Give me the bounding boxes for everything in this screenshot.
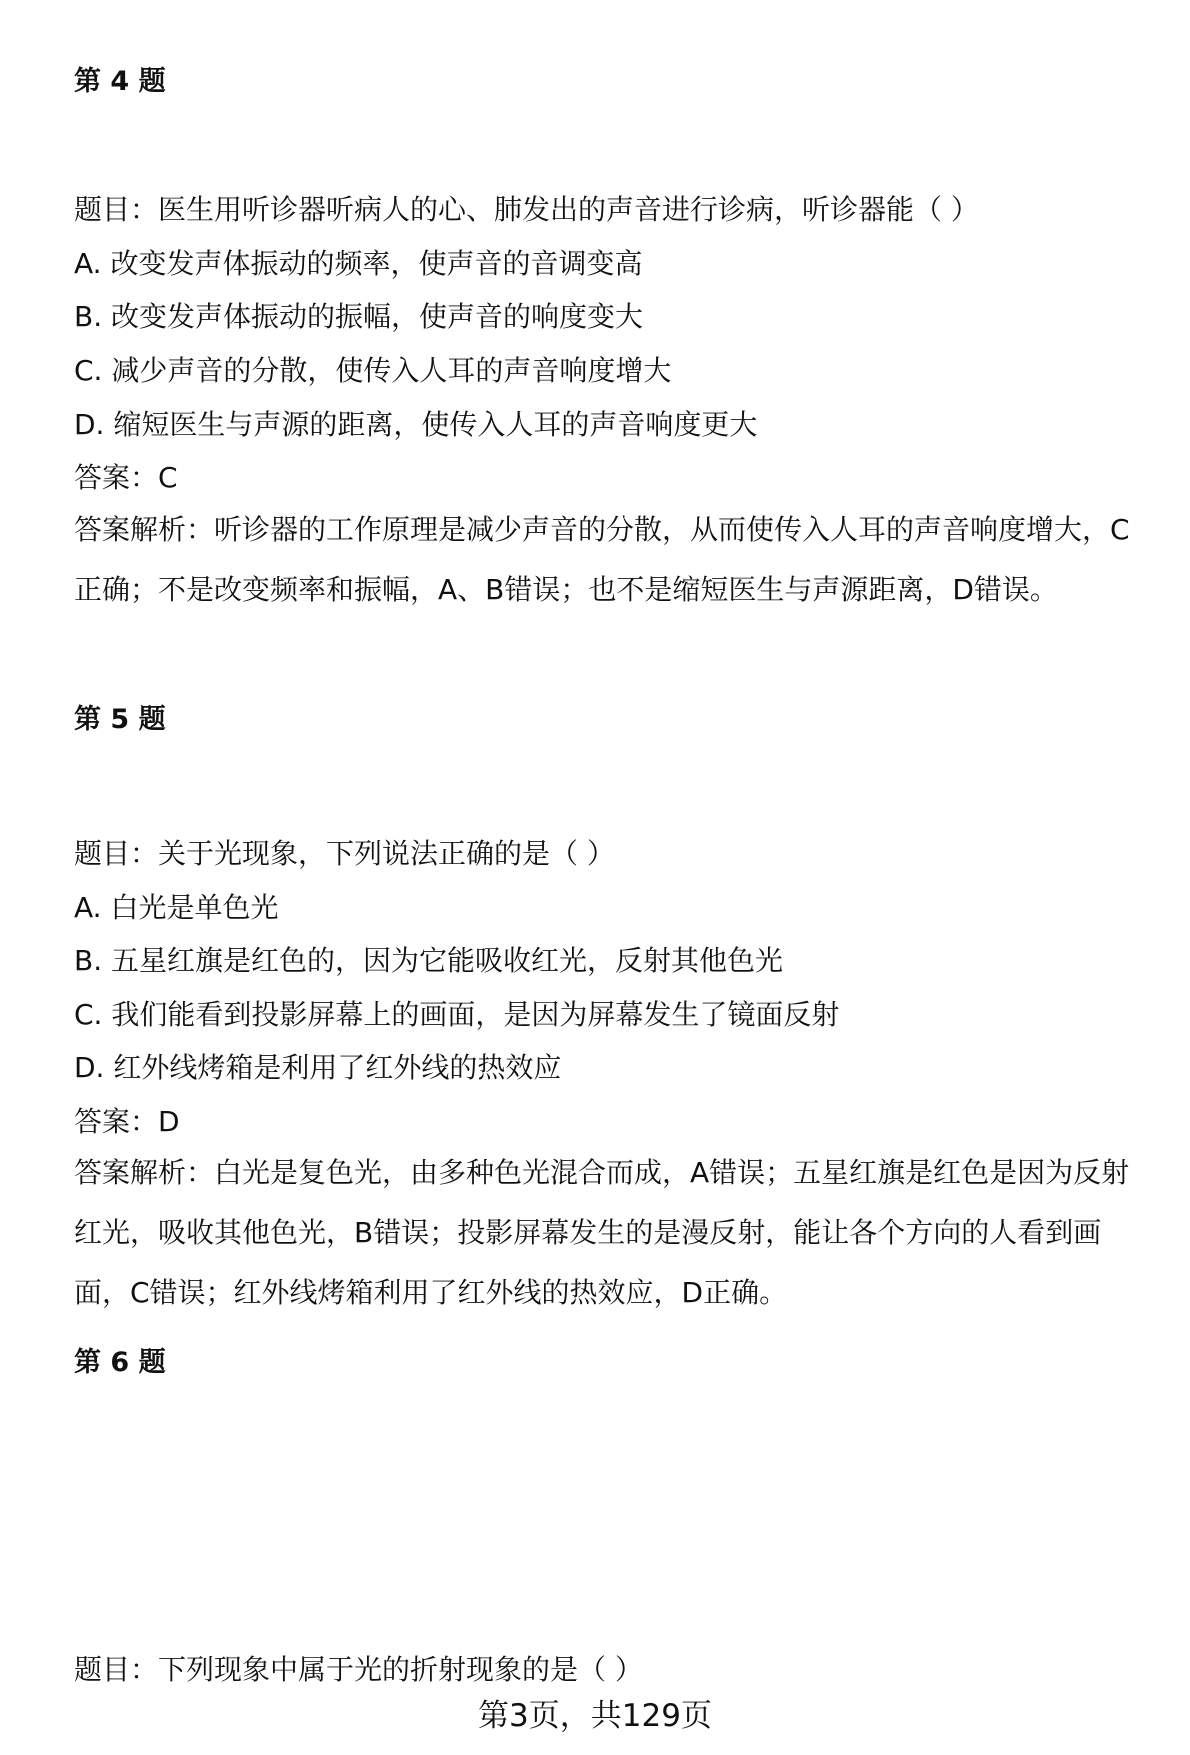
question-4-heading: 第 4 题 [74, 66, 166, 97]
question-4-option-d: D. 缩短医生与声源的距离，使传入人耳的声音响度更大 [74, 408, 758, 441]
question-5-heading: 第 5 题 [74, 704, 166, 735]
question-5-option-a: A. 白光是单色光 [74, 891, 279, 924]
question-6-heading: 第 6 题 [74, 1347, 166, 1378]
question-5-option-c: C. 我们能看到投影屏幕上的画面，是因为屏幕发生了镜面反射 [74, 998, 840, 1031]
question-6-stem: 题目：下列现象中属于光的折射现象的是（ ） [74, 1653, 643, 1686]
question-5-option-b: B. 五星红旗是红色的，因为它能吸收红光，反射其他色光 [74, 944, 784, 977]
question-5-stem: 题目：关于光现象，下列说法正确的是（ ） [74, 837, 615, 870]
question-4-option-c: C. 减少声音的分散，使传入人耳的声音响度增大 [74, 354, 672, 387]
question-4-answer: 答案：C [74, 461, 178, 494]
question-5-explanation: 答案解析：白光是复色光，由多种色光混合而成，A错误；五星红旗是红色是因为反射红光，吸收其他色光，B错误；投影屏幕发生的是漫反射，能让各个方向的人看到画面，C错误；红外线烤箱利用了红外线的热效应，D正确。 [74, 1156, 1130, 1309]
page-footer: 第3页，共129页 [478, 1698, 712, 1734]
question-5-option-d: D. 红外线烤箱是利用了红外线的热效应 [74, 1051, 562, 1084]
question-4-option-a: A. 改变发声体振动的频率，使声音的音调变高 [74, 247, 643, 280]
question-5-answer: 答案：D [74, 1105, 180, 1138]
question-4-explanation: 答案解析：听诊器的工作原理是减少声音的分散，从而使传入人耳的声音响度增大，C正确；不是改变频率和振幅，A、B错误；也不是缩短医生与声源距离，D错误。 [74, 513, 1130, 606]
question-4-option-b: B. 改变发声体振动的振幅，使声音的响度变大 [74, 300, 644, 333]
question-4-stem: 题目：医生用听诊器听病人的心、肺发出的声音进行诊病，听诊器能（ ） [74, 193, 979, 226]
